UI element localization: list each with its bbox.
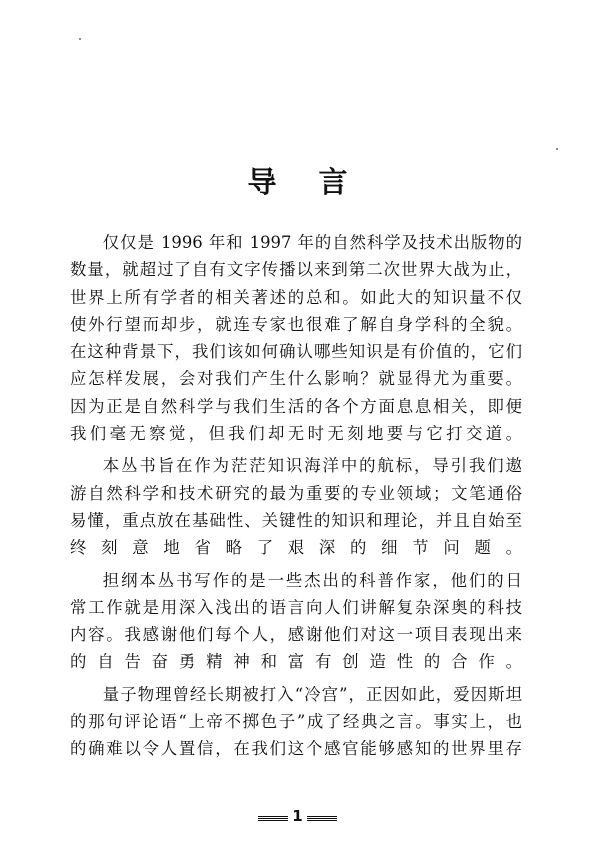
text-line: 内容。我感谢他们每个人，感谢他们对这一项目表现出来 <box>70 625 522 645</box>
text-line: 常工作就是用深入浅出的语言向人们讲解复杂深奥的科技 <box>70 597 522 617</box>
paragraph <box>70 567 522 676</box>
text-line: 游自然科学和技术研究的最为重要的专业领域；文笔通俗 <box>70 483 522 503</box>
text-line: 本丛书旨在作为茫茫知识海洋中的航标，导引我们遨 <box>102 456 522 476</box>
title-char-2: 言 <box>318 165 348 199</box>
text-line: 终刻意地省略了艰深的细节问题。 <box>70 538 522 558</box>
text-line: 在这种背景下，我们该如何确认哪些知识是有价值的，它们 <box>70 342 522 362</box>
text-line: 世界上所有学者的相关著述的总和。如此大的知识量不仅 <box>70 287 522 307</box>
text-line: 易懂，重点放在基础性、关键性的知识和理论，并且自始至 <box>70 510 522 530</box>
text-line: 我们毫无察觉，但我们却无时无刻地要与它打交道。 <box>70 424 522 444</box>
text-line: 的确难以令人置信，在我们这个感官能够感知的世界里存 <box>70 739 522 759</box>
text-line: 应怎样发展，会对我们产生什么影响？就显得尤为重要。 <box>70 369 522 389</box>
text-line: 仅仅是 1996 年和 1997 年的自然科学及技术出版物的 <box>102 233 522 252</box>
body-text <box>70 229 522 768</box>
page-title <box>0 160 595 201</box>
text-line: 担纲本丛书写作的是一些杰出的科普作家，他们的日 <box>102 570 522 590</box>
paragraph <box>70 452 522 561</box>
text-line: 使外行望而却步，就连专家也很难了解自身学科的全貌。 <box>70 314 522 334</box>
paragraph <box>70 681 522 763</box>
scan-speck <box>79 38 81 40</box>
text-line: 量子物理曾经长期被打入“冷宫”，正因如此，爱因斯坦 <box>102 684 522 704</box>
text-line: 因为正是自然科学与我们生活的各个方面息息相关，即便 <box>70 396 522 416</box>
title-char-1: 导 <box>247 165 277 199</box>
text-line: 的自告奋勇精神和富有创造性的合作。 <box>70 652 522 672</box>
page-number: 1 <box>264 807 330 825</box>
text-line: 数量，就超过了自有文字传播以来到第二次世界大战为止， <box>70 260 522 280</box>
scan-speck <box>556 148 558 150</box>
text-line: 的那句评论语“上帝不掷色子”成了经典之言。事实上，也 <box>70 712 522 732</box>
paragraph <box>70 229 522 447</box>
page-footer <box>0 806 595 825</box>
